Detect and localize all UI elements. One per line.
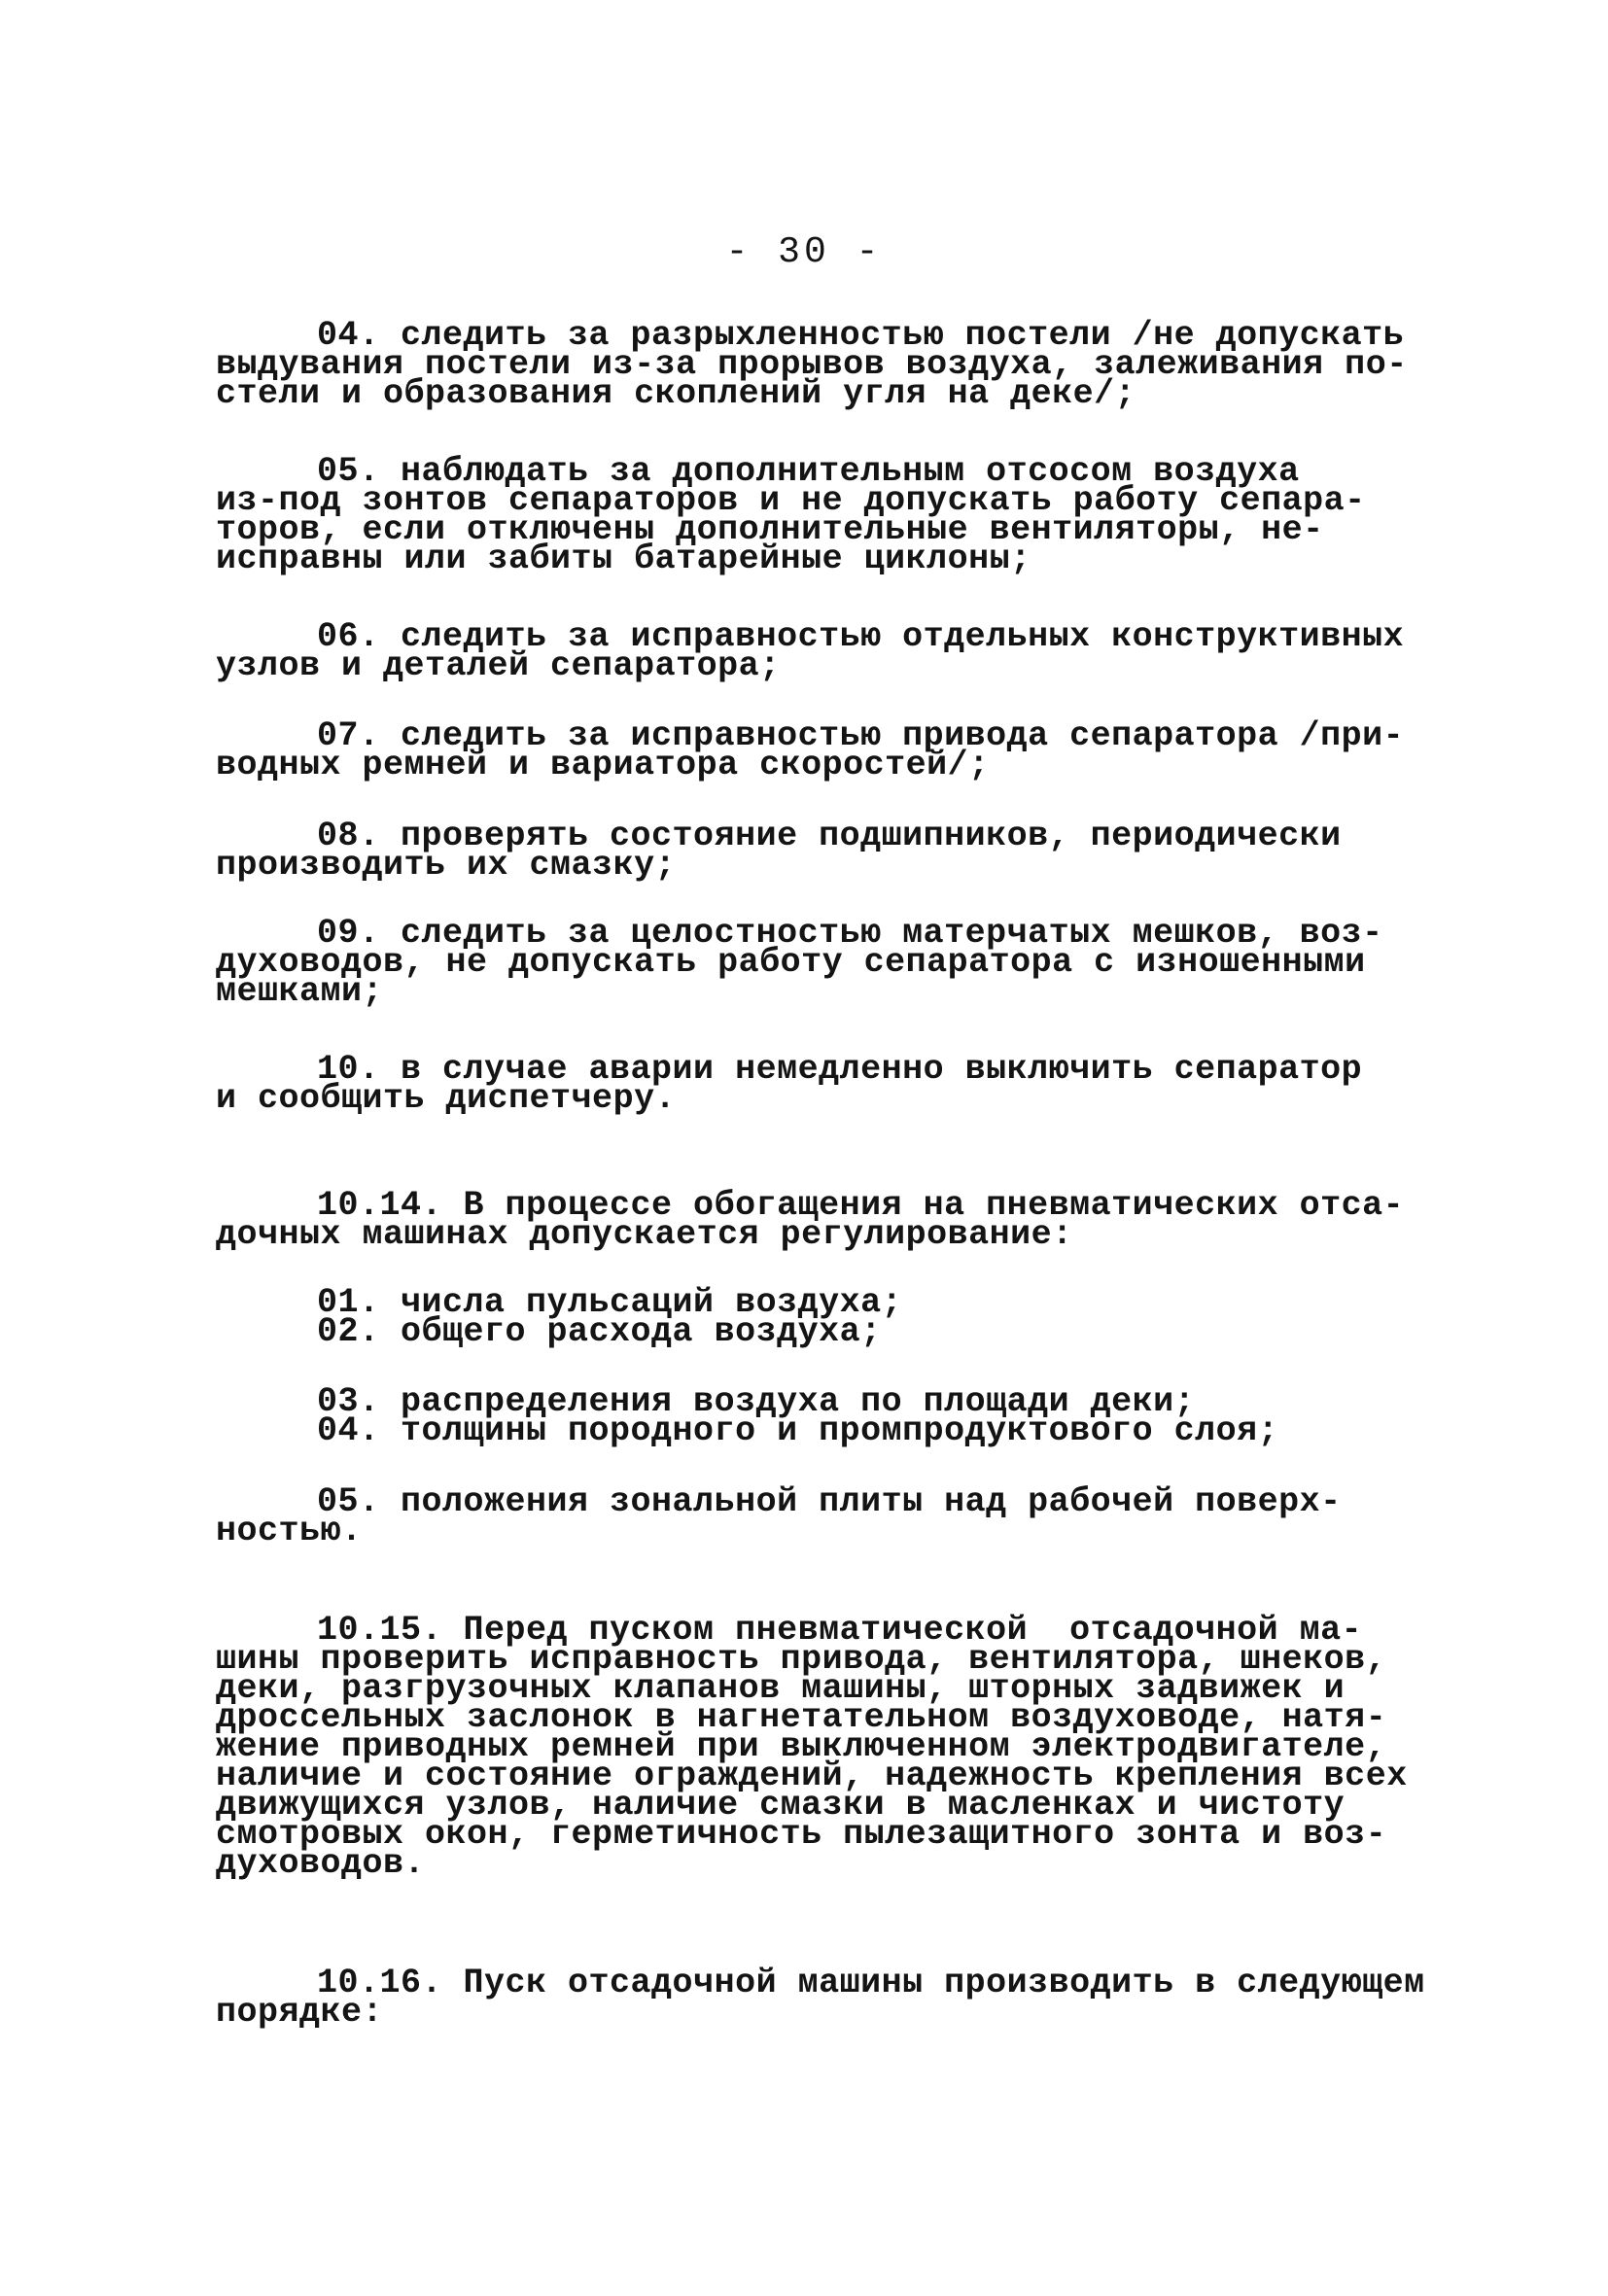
list-item: 02. общего расхода воздуха; xyxy=(317,1312,882,1351)
paragraph-07-drive xyxy=(216,716,1421,784)
paragraph-05-air-suction xyxy=(216,452,1421,578)
paragraph-line: духоводов. xyxy=(216,1844,426,1883)
paragraph-line: исправны или забиты батарейные циклоны; xyxy=(216,539,1031,578)
paragraph-line: 10. в случае аварии немедленно выключить сепаратор xyxy=(317,1050,1363,1089)
section-10-15 xyxy=(216,1611,1421,1883)
paragraph-line: 06. следить за исправностью отдельных конструктивных xyxy=(317,617,1405,656)
paragraph-08-bearings xyxy=(216,817,1421,885)
list-items-03-04 xyxy=(216,1382,1421,1450)
list-item: 01. числа пульсаций воздуха; xyxy=(317,1283,903,1322)
paragraph-line: духоводов, не допускать работу сепаратора с изношенными xyxy=(216,943,1366,982)
paragraph-line: наличие и состояние ограждений, надежность крепления всех xyxy=(216,1757,1408,1795)
paragraph-line: узлов и деталей сепаратора; xyxy=(216,646,781,685)
paragraph-line: дочных машинах допускается регулирование: xyxy=(216,1215,1073,1254)
paragraph-line: производить их смазку; xyxy=(216,846,677,885)
paragraph-line: 10.14. В процессе обогащения на пневматических отса- xyxy=(317,1186,1405,1225)
list-item-05 xyxy=(216,1482,1421,1550)
paragraph-line: 08. проверять состояние подшипников, периодически xyxy=(317,817,1342,855)
paragraph-line: движущихся узлов, наличие смазки в масленках и чистоту xyxy=(216,1786,1346,1825)
paragraph-line: деки, разгрузочных клапанов машины, шторных задвижек и xyxy=(216,1669,1346,1708)
paragraph-line: водных ремней и вариатора скоростей/; xyxy=(216,746,990,784)
list-item: 03. распределения воздуха по площади деки; xyxy=(317,1382,1196,1421)
paragraph-line: торов, если отключены дополнительные вентиляторы, не- xyxy=(216,510,1324,549)
paragraph-line: 05. наблюдать за дополнительным отсосом воздуха xyxy=(317,452,1300,491)
paragraph-line: жение приводных ремней при выключенном электродвигателе, xyxy=(216,1727,1387,1766)
paragraph-line: смотровых окон, герметичность пылезащитного зонта и воз- xyxy=(216,1815,1387,1854)
paragraph-09-bags xyxy=(216,914,1421,1011)
paragraph-line: из-под зонтов сепараторов и не допускать работу сепара- xyxy=(216,481,1366,520)
paragraph-line: мешками; xyxy=(216,972,384,1011)
paragraph-line: ностью. xyxy=(216,1512,363,1550)
paragraph-06-units xyxy=(216,617,1421,685)
paragraph-line: порядке: xyxy=(216,1993,384,2032)
paragraph-line: 09. следить за целостностью матерчатых мешков, воз- xyxy=(317,914,1383,953)
paragraph-line: 04. следить за разрыхленностью постели /не допускать xyxy=(317,316,1405,355)
list-item: 04. толщины породного и промпродуктового слоя; xyxy=(317,1411,1279,1450)
section-10-16 xyxy=(216,1964,1425,2032)
paragraph-04-separator-bed xyxy=(216,316,1421,413)
page-number: - 30 - xyxy=(725,231,883,273)
paragraph-line: 07. следить за исправностью привода сепаратора /при- xyxy=(317,716,1405,755)
paragraph-line: стели и образования скоплений угля на деке/; xyxy=(216,374,1136,413)
paragraph-10-emergency xyxy=(216,1050,1421,1118)
list-item: 05. положения зональной плиты над рабочей поверх- xyxy=(317,1482,1342,1521)
section-10-14 xyxy=(216,1186,1421,1254)
list-items-01-02 xyxy=(216,1283,1421,1351)
paragraph-line: шины проверить исправность привода, вентилятора, шнеков, xyxy=(216,1640,1387,1679)
paragraph-line: и сообщить диспетчеру. xyxy=(216,1079,677,1118)
paragraph-line: выдувания постели из-за прорывов воздуха, залеживания по- xyxy=(216,345,1408,384)
paragraph-line: 10.15. Перед пуском пневматической отсадочной ма- xyxy=(317,1611,1363,1650)
paragraph-line: 10.16. Пуск отсадочной машины производить в следующем xyxy=(317,1964,1425,2002)
paragraph-line: дроссельных заслонок в нагнетательном воздуховоде, натя- xyxy=(216,1698,1387,1737)
